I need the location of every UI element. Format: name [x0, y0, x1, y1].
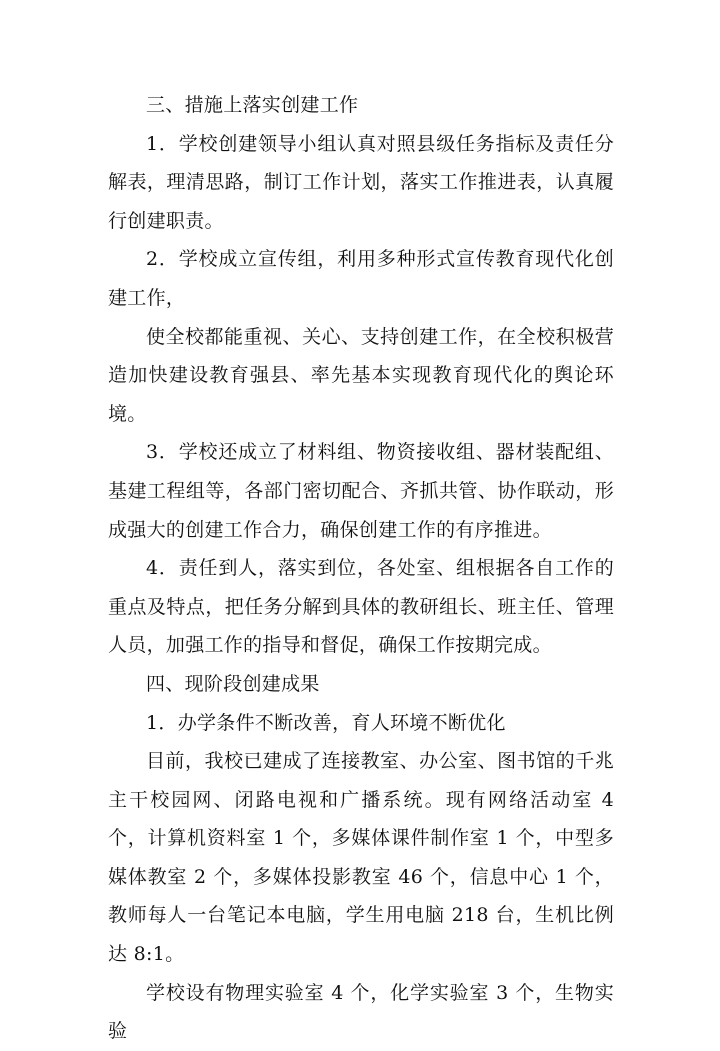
paragraph-laboratories: 学校设有物理实验室 4 个，化学实验室 3 个，生物实验: [108, 981, 614, 1043]
subheading-conditions: 1．办学条件不断改善，育人环境不断优化: [146, 711, 506, 734]
paragraph-working-groups: 3．学校还成立了材料组、物资接收组、器材装配组、基建工程组等，各部门密切配合、齐抓共管、协作联动，形成强大的创建工作合力，确保创建工作的有序推进。: [108, 441, 614, 541]
section-heading-measures: 三、措施上落实创建工作: [146, 94, 359, 116]
paragraph-responsibility: 4．责任到人，落实到位，各处室、组根据各自工作的重点及特点，把任务分解到具体的教研组长、班主任、管理人员，加强工作的指导和督促，确保工作按期完成。: [108, 557, 614, 657]
paragraph-publicity-atmosphere: 使全校都能重视、关心、支持创建工作，在全校积极营造加快建设教育强县、率先基本实现教育现代化的舆论环境。: [108, 325, 614, 425]
paragraph-publicity-group: 2．学校成立宣传组，利用多种形式宣传教育现代化创建工作，: [108, 248, 614, 309]
paragraph-leadership-group: 1．学校创建领导小组认真对照县级任务指标及责任分解表，理清思路，制订工作计划，落实工作推进表，认真履行创建职责。: [108, 132, 614, 232]
section-heading-achievements: 四、现阶段创建成果: [146, 672, 320, 695]
document-body: [108, 86, 614, 1051]
paragraph-network-facilities: 目前，我校已建成了连接教室、办公室、图书馆的千兆主干校园网、闭路电视和广播系统。现有网络活动室 4 个，计算机资料室 1 个，多媒体课件制作室 1 个，中型多媒体教室 2 个，多媒体投影教室 46 个，信息中心 1 个，教师每人一台笔记本电脑，学生用电脑 218 台，生机比例达 8:1。: [108, 750, 614, 966]
